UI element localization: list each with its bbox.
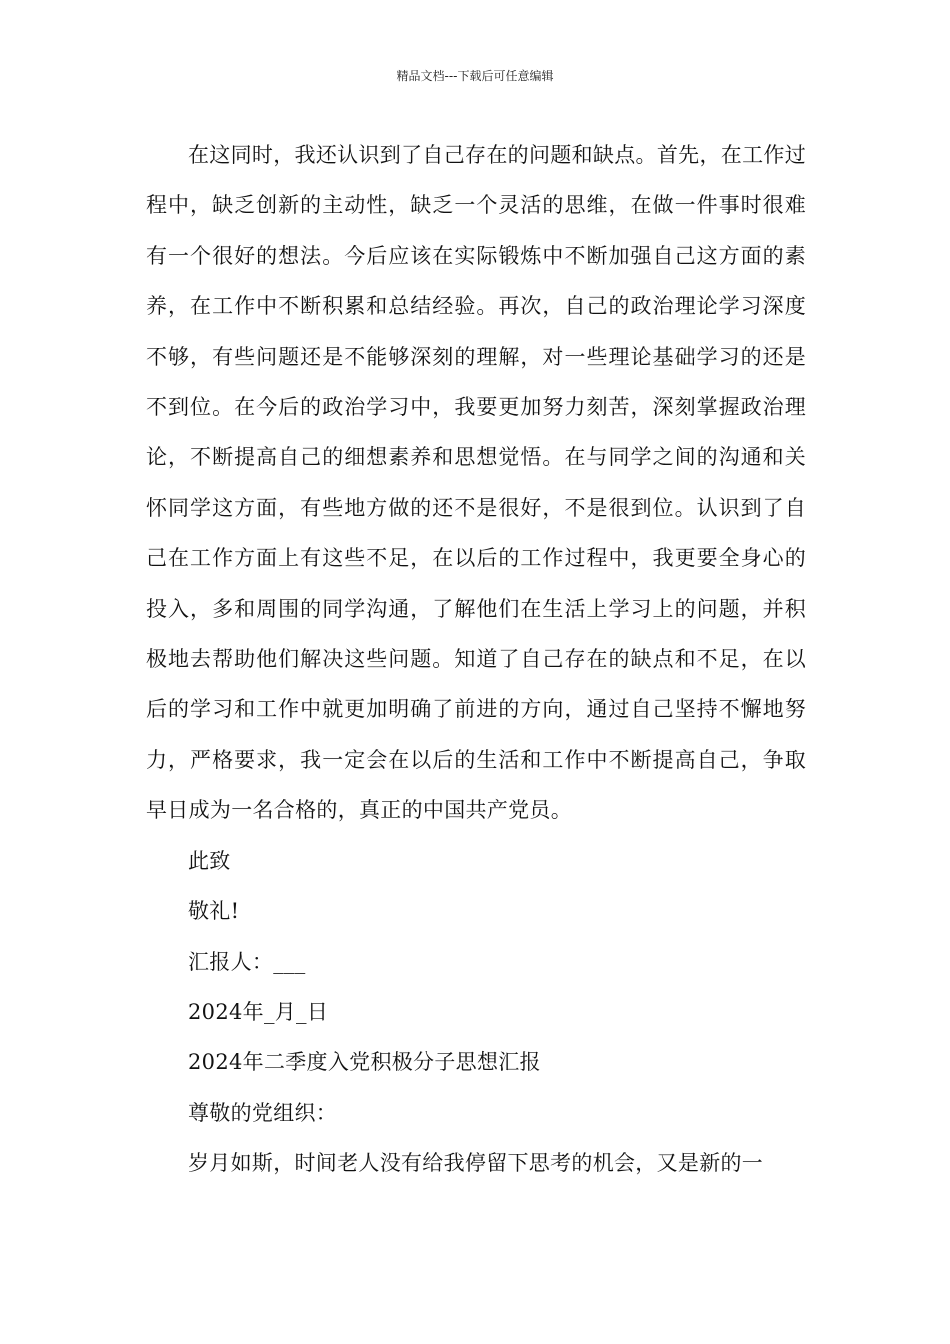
report-title: 2024年二季度入党积极分子思想汇报	[188, 1050, 541, 1075]
closing-line: 此致	[188, 848, 231, 873]
document-body	[146, 130, 806, 1189]
body-paragraph: 在这同时，我还认识到了自己存在的问题和缺点。首先，在工作过程中，缺乏创新的主动性，缺乏一个灵活的思维，在做一件事时很难有一个很好的想法。今后应该在实际锻炼中不断加强自己这方面的素养，在工作中不断积累和总结经验。再次，自己的政治理论学习深度不够，有些问题还是不能够深刻的理解，对一些理论基础学习的还是不到位。在今后的政治学习中，我要更加努力刻苦，深刻掌握政治理论，不断提高自己的细想素养和思想觉悟。在与同学之间的沟通和关怀同学这方面，有些地方做的还不是很好，不是很到位。认识到了自己在工作方面上有这些不足，在以后的工作过程中，我更要全身心的投入，多和周围的同学沟通，了解他们在生活上学习上的问题，并积极地去帮助他们解决这些问题。知道了自己存在的缺点和不足，在以后的学习和工作中就更加明确了前进的方向，通过自己坚持不懈地努力，严格要求，我一定会在以后的生活和工作中不断提高自己，争取早日成为一名合格的，真正的中国共产党员。	[146, 143, 806, 823]
salute-line: 敬礼!	[188, 899, 240, 924]
salutation-line: 尊敬的党组织：	[188, 1100, 338, 1125]
page-header: 精品文档---下载后可任意编辑	[396, 69, 554, 83]
next-paragraph: 岁月如斯，时间老人没有给我停留下思考的机会，又是新的一	[188, 1151, 764, 1176]
reporter-line: 汇报人：___	[188, 949, 306, 974]
date-line: 2024年_月_日	[188, 999, 329, 1024]
